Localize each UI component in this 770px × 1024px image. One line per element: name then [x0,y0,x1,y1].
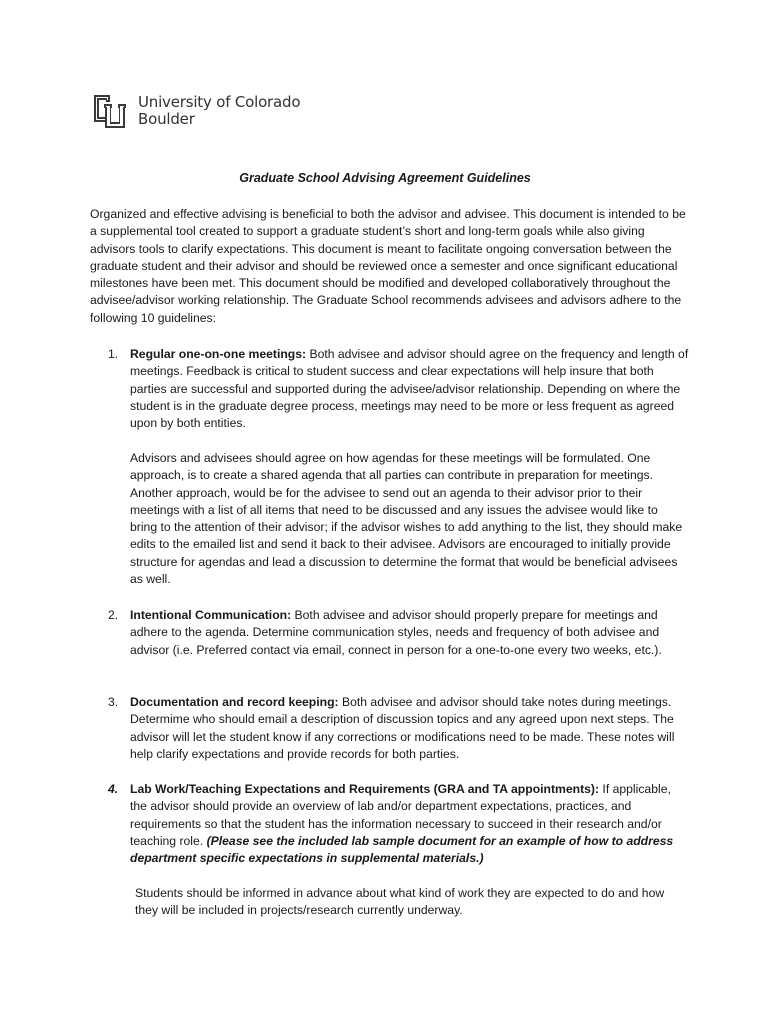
intro-paragraph: Organized and effective advising is beneficial to both the advisor and advisee. This document is intended to be a supplemental tool created to support a graduate student’s short and long-term goals while also giving advisors tools to clarify expectations. This document is meant to facilitate ongoing conversation between the graduate student and their advisor and should be reviewed once a semester and once significant educational milestones have been met. This document should be modified and developed collaboratively throughout the advisee/advisor working relationship. The Graduate School recommends advisees and advisors adhere to the following 10 guidelines: [90,207,686,325]
item-1-text: Both advisee and advisor should agree on the frequency and length of meetings. Feedback is critical to student success and clear expectations will help insure that both parties are successful and supported during the advisee/advisor relationship. Depending on where the student is in the graduate degree process, meetings may need to be more or less frequent as agreed upon by both entities. [130,347,689,431]
item-1-heading: Regular one-on-one meetings: [130,347,307,361]
item-3-paragraph [130,694,690,763]
item-2-paragraph [130,607,690,659]
university-logo [90,92,300,134]
item-3-heading: Documentation and record keeping: [130,695,339,709]
item-1-followup: Advisors and advisees should agree on how agendas for these meetings will be formulated. One approach, is to create a shared agenda that all parties can contribute in preparation for meetings. Another approach, would be for the advisee to send out an agenda to their advisor prior to their meetings with a list of all items that need to be discussed and any issues the advisee would like to bring to the attention of their advisor; if the advisor wishes to add anything to the list, they should make edits to the emailed list and send it back to their advisee. Advisors are encouraged to initially provide structure for agendas and lead a discussion to determine the format that would be beneficial advisees as well. [130,451,683,587]
university-name [138,94,300,128]
item-2-number: 2. [108,608,119,622]
item-1-paragraph [130,346,690,432]
item-3-text: Both advisee and advisor should take notes during meetings. Determime who should email a description of discussion topics and any agreed upon next steps. The advisor will let the student know if any corrections or modifications need to be made. These notes will help clarify expectations and provide records for both parties. [130,695,675,761]
item-4-text: If applicable, the advisor should provide an overview of lab and/or department expectations, practices, and requirements so that the student has the information necessary to succeed in their research and/or teaching role. [130,782,671,848]
item-4-note: (Please see the included lab sample document for an example of how to address department specific expectations in supplemental materials.) [130,833,674,866]
item-4-heading: Lab Work/Teaching Expectations and Requirements (GRA and TA appointments): [130,782,600,796]
item-4-paragraph [130,781,690,867]
item-4-number: 4. [108,782,119,796]
item-1-number: 1. [108,347,119,361]
university-name-line1: University of Colorado [138,93,301,111]
item-3-number: 3. [108,695,119,709]
document-title: Graduate School Advising Agreement Guidelines [239,171,531,185]
item-4-followup: Students should be informed in advance about what kind of work they are expected to do and how they will be included in projects/research currently underway. [135,886,665,918]
cu-logo-icon [90,92,130,134]
item-2-text: Both advisee and advisor should properly prepare for meetings and adhere to the agenda. Determine communication styles, needs and frequency of both advisee and advisor (i.e. Preferred contact via email, connect in person for a one-to-one every two weeks, etc.). [130,608,662,657]
item-2-heading: Intentional Communication: [130,608,292,622]
university-name-line2: Boulder [138,110,195,128]
